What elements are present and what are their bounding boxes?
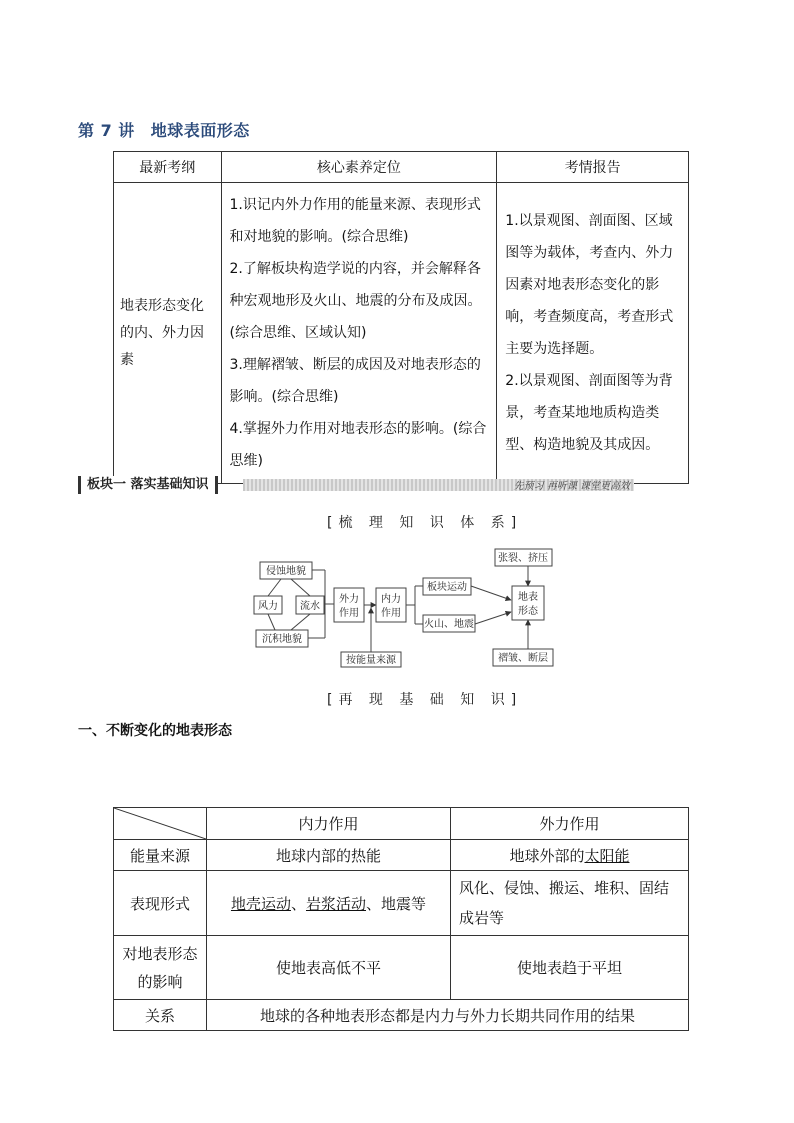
lecture-topic: 地球表面形态: [150, 121, 250, 140]
literacy-item: 4.掌握外力作用对地表形态的影响。(综合思维): [229, 421, 487, 469]
overview-table: [113, 151, 689, 484]
section-title-knowledge-system: [梳 理 知 识 体 系]: [327, 515, 523, 531]
wind-label: 风力: [258, 601, 278, 612]
diagonal-line: [114, 808, 206, 839]
external-label-2: 作用: [339, 608, 359, 619]
syllabus-cell: 地表形态变化的内、外力因素: [114, 183, 222, 484]
row-relation-label: 关系: [114, 1000, 207, 1031]
lecture-number: 第 7 讲: [78, 121, 135, 140]
row-energy-label: 能量来源: [114, 840, 207, 871]
forms-external: 风化、侵蚀、搬运、堆积、固结成岩等: [450, 871, 688, 936]
literacy-item: 3.理解褶皱、断层的成因及对地表形态的影响。(综合思维): [229, 357, 481, 405]
diagonal-header-cell: [114, 808, 207, 840]
relation-value: 地球的各种地表形态都是内力与外力长期共同作用的结果: [207, 1000, 689, 1031]
row-forms-label: 表现形式: [114, 871, 207, 936]
forms-internal-key2: 岩浆活动: [305, 894, 366, 913]
forms-internal-key1: 地壳运动: [230, 894, 291, 913]
external-label-1: 外力: [339, 594, 359, 605]
literacy-item: 2.了解板块构造学说的内容，并会解释各种宏观地形及火山、地震的分布及成因。(综合思维、区域认知): [229, 261, 482, 341]
row-energy: [114, 840, 689, 871]
plate-label: 板块运动: [427, 582, 467, 593]
page-title: [78, 118, 250, 141]
overview-body-row: [114, 183, 689, 484]
volcano-label: 火山、地震: [424, 619, 474, 630]
header-report: 考情报告: [497, 152, 689, 183]
energy-external-prefix: 地球外部的: [509, 846, 585, 865]
header-literacy: 核心素养定位: [221, 152, 497, 183]
effect-external: 使地表趋于平坦: [450, 936, 688, 1000]
water-label: 流水: [300, 601, 320, 612]
energy-label: 按能量来源: [346, 655, 396, 666]
forms-internal-sep: 、: [290, 894, 306, 913]
deposit-label: 沉积地貌: [262, 634, 302, 645]
heading-changing-landforms: 一、不断变化的地表形态: [78, 723, 232, 739]
section-title-basic-knowledge: [再 现 基 础 知 识]: [327, 692, 523, 708]
effect-internal: 使地表高低不平: [207, 936, 451, 1000]
header-syllabus: 最新考纲: [114, 152, 222, 183]
compare-header-row: [114, 808, 689, 840]
fold-label: 褶皱、断层: [498, 653, 548, 664]
report-item: 2.以景观图、剖面图等为背景，考查某地地质构造类型、构造地貌及其成因。: [505, 373, 673, 453]
landform-label-1: 地表: [518, 592, 538, 603]
header-internal: 内力作用: [207, 808, 451, 840]
row-effect-label: 对地表形态的影响: [114, 936, 207, 1000]
forms-internal-suffix: 、地震等: [366, 894, 427, 913]
erosion-label: 侵蚀地貌: [266, 566, 306, 577]
literacy-item: 1.识记内外力作用的能量来源、表现形式和对地貌的影响。(综合思维): [229, 197, 481, 245]
section-banner: [78, 476, 634, 494]
energy-external: [450, 840, 688, 871]
literacy-cell: [221, 183, 497, 484]
concept-diagram: [245, 542, 565, 672]
internal-label-1: 内力: [381, 594, 401, 605]
compare-table: [113, 807, 689, 1031]
landform-label-2: 形态: [518, 606, 538, 617]
overview-header-row: [114, 152, 689, 183]
tension-label: 张裂、挤压: [498, 553, 548, 564]
header-external: 外力作用: [450, 808, 688, 840]
forms-internal: [207, 871, 451, 936]
row-forms: [114, 871, 689, 936]
row-relation: [114, 1000, 689, 1031]
energy-external-key: 太阳能: [584, 846, 630, 865]
energy-internal: 地球内部的热能: [207, 840, 451, 871]
row-effect: [114, 936, 689, 1000]
report-item: 1.以景观图、剖面图、区域图等为载体，考查内、外力因素对地表形态变化的影响，考查频度高，考查形式主要为选择题。: [505, 213, 674, 357]
internal-label-2: 作用: [381, 608, 401, 619]
report-cell: [497, 183, 689, 484]
banner-label: 板块一 落实基础知识: [78, 476, 218, 494]
banner-tag: 先预习 再听课 课堂更高效: [513, 481, 630, 492]
